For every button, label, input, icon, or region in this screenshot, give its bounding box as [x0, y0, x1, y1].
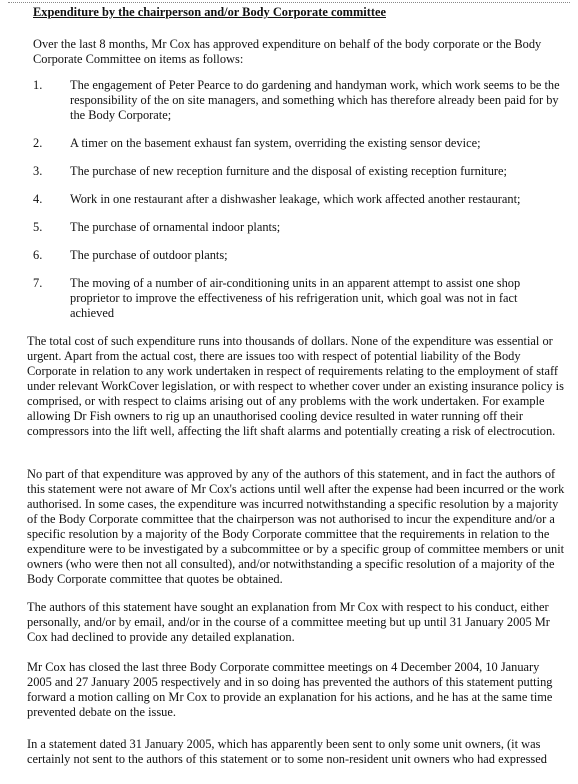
- list-item: [33, 192, 563, 207]
- list-item: [33, 78, 563, 123]
- list-item: [33, 164, 563, 179]
- list-number: 2.: [33, 136, 43, 150]
- list-text: Work in one restaurant after a dishwasher leakage, which work affected another restaurant;: [70, 192, 521, 206]
- list-item: [33, 248, 563, 263]
- expenditure-list: [33, 78, 563, 334]
- body-paragraph-cost: The total cost of such expenditure runs into thousands of dollars. None of the expenditure was essential or urgent. Apart from the actual cost, there are issues too with respect of potential liability of the Body Corporate in relation to any work undertaken in respect of requirements relating to the employment of staff under relevant WorkCover legislation, or with respect to whether cover under an existing insurance policy is comprised, or with respect to claims arising out of any problems with the work undertaken. For example allowing Dr Fish owners to rig up an unauthorised cooling device resulted in water running off their compressors into the lift well, affecting the lift shaft alarms and potentially creating a risk of electrocution.: [27, 334, 564, 438]
- list-number: 3.: [33, 164, 43, 178]
- list-number: 4.: [33, 192, 43, 206]
- body-paragraph-meetings: Mr Cox has closed the last three Body Corporate committee meetings on 4 December 2004, 10 January 2005 and 27 January 2005 respectively and in so doing has prevented the authors of this statement putting forward a motion calling on Mr Cox to provide an explanation for his actions, and he has at the same time prevented debate on the issue.: [27, 660, 553, 719]
- body-paragraph-statement: In a statement dated 31 January 2005, which has apparently been sent to only some unit owners, (it was certainly not sent to the authors of this statement or to some non-resident unit owners who had expressed: [27, 737, 547, 766]
- body-paragraph-explanation: The authors of this statement have sought an explanation from Mr Cox with respect to his conduct, either personally, and/or by email, and/or in the course of a committee meeting but up until 31 January 2005 Mr Cox had declined to provide any detailed explanation.: [27, 600, 550, 644]
- list-item: [33, 220, 563, 235]
- list-item: [33, 276, 563, 321]
- intro-paragraph: Over the last 8 months, Mr Cox has approved expenditure on behalf of the body corporate or the Body Corporate Committee on items as follows:: [33, 37, 542, 66]
- list-text: The moving of a number of air-conditioning units in an apparent attempt to assist one shop proprietor to improve the effectiveness of his refrigeration unit, which goal was not in fact achieved: [70, 276, 521, 320]
- list-text: The purchase of outdoor plants;: [70, 248, 228, 262]
- list-number: 5.: [33, 220, 43, 234]
- list-text: The purchase of new reception furniture and the disposal of existing reception furniture;: [70, 164, 507, 178]
- list-number: 1.: [33, 78, 43, 92]
- body-paragraph-approval: No part of that expenditure was approved by any of the authors of this statement, and in fact the authors of this statement were not aware of Mr Cox's actions until well after the expense had been incurred or the work authorised. In some cases, the expenditure was incurred notwithstanding a specific resolution by a majority of the Body Corporate committee that the chairperson was not authorised to incur the expenditure and/or a specific resolution by a majority of the Body Corporate committee that the requirements in relation to the expenditure were to be investigated by a subcommittee or by a specific group of committee members or unit owners (who were then not all consulted), and/or notwithstanding a specific resolution of a majority of the Body Corporate committee that quotes be obtained.: [27, 467, 565, 586]
- list-text: A timer on the basement exhaust fan system, overriding the existing sensor device;: [70, 136, 481, 150]
- list-number: 6.: [33, 248, 43, 262]
- section-heading: Expenditure by the chairperson and/or Body Corporate committee: [33, 5, 386, 19]
- list-text: The purchase of ornamental indoor plants;: [70, 220, 281, 234]
- top-rule: [8, 2, 570, 3]
- list-text: The engagement of Peter Pearce to do gardening and handyman work, which work seems to be the responsibility of the on site managers, and something which has therefore already been paid for by the Body Corporate;: [70, 78, 560, 122]
- list-item: [33, 136, 563, 151]
- list-number: 7.: [33, 276, 43, 290]
